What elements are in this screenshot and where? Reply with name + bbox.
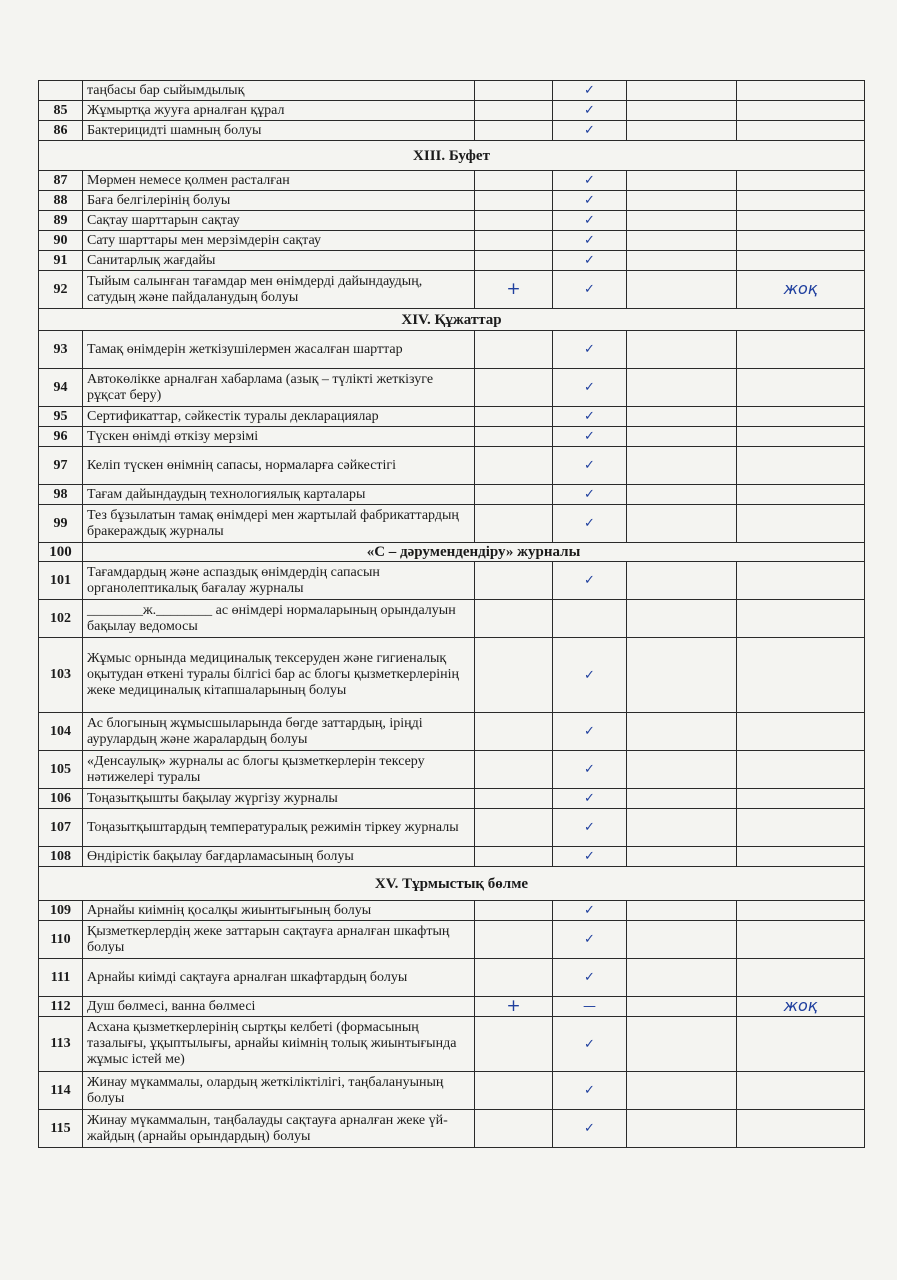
table-row	[39, 1110, 865, 1148]
result-cell-1	[475, 847, 553, 867]
requirement-text: Тез бұзылатын тамақ өнімдері мен жартылай фабрикаттардың бракераждық журналы	[83, 505, 475, 543]
row-number: 102	[39, 600, 83, 638]
result-cell-4	[737, 638, 865, 713]
check-mark: ✓	[584, 1083, 595, 1098]
table-row	[39, 847, 865, 867]
row-number: 110	[39, 921, 83, 959]
result-cell-1	[475, 369, 553, 407]
result-cell-4	[737, 485, 865, 505]
table-row	[39, 485, 865, 505]
result-cell-1	[475, 713, 553, 751]
result-cell-2	[553, 959, 627, 997]
row-number: 91	[39, 251, 83, 271]
result-cell-2	[553, 271, 627, 309]
row-number: 108	[39, 847, 83, 867]
table-row	[39, 101, 865, 121]
result-cell-2	[553, 997, 627, 1017]
section-header	[39, 141, 865, 171]
table-row	[39, 121, 865, 141]
result-cell-3	[627, 600, 737, 638]
result-cell-3	[627, 751, 737, 789]
result-cell-2	[553, 251, 627, 271]
check-mark: ✓	[584, 820, 595, 835]
check-mark: —	[583, 999, 596, 1014]
requirement-text: «Денсаулық» журналы ас блогы қызметкерлерін тексеру нәтижелері туралы	[83, 751, 475, 789]
result-cell-3	[627, 101, 737, 121]
result-cell-1	[475, 901, 553, 921]
row-number: 92	[39, 271, 83, 309]
requirement-text: Тағам дайындаудың технологиялық карталары	[83, 485, 475, 505]
result-cell-3	[627, 191, 737, 211]
row-number	[39, 81, 83, 101]
table-row	[39, 251, 865, 271]
row-number: 112	[39, 997, 83, 1017]
result-cell-3	[627, 485, 737, 505]
result-cell-4	[737, 562, 865, 600]
check-mark: ✓	[584, 123, 595, 138]
section-title: XIV. Құжаттар	[39, 309, 865, 331]
result-cell-4	[737, 1072, 865, 1110]
handwritten-note: жоқ	[783, 996, 818, 1015]
table-row	[39, 789, 865, 809]
result-cell-1	[475, 1110, 553, 1148]
requirement-text: Баға белгілерінің болуы	[83, 191, 475, 211]
result-cell-2	[553, 1110, 627, 1148]
result-cell-1	[475, 211, 553, 231]
requirement-text: Санитарлық жағдайы	[83, 251, 475, 271]
row-number: 93	[39, 331, 83, 369]
result-cell-2	[553, 171, 627, 191]
result-cell-4	[737, 369, 865, 407]
result-cell-1	[475, 485, 553, 505]
result-cell-2	[553, 485, 627, 505]
result-cell-1	[475, 959, 553, 997]
row-number: 95	[39, 407, 83, 427]
result-cell-3	[627, 121, 737, 141]
result-cell-4	[737, 121, 865, 141]
check-mark: ✓	[584, 932, 595, 947]
result-cell-2	[553, 407, 627, 427]
result-cell-2	[553, 211, 627, 231]
result-cell-1	[475, 809, 553, 847]
row-number: 109	[39, 901, 83, 921]
result-cell-3	[627, 505, 737, 543]
result-cell-4	[737, 1017, 865, 1072]
result-cell-3	[627, 231, 737, 251]
requirement-text: Бактерицидті шамның болуы	[83, 121, 475, 141]
result-cell-2	[553, 1072, 627, 1110]
row-number: 94	[39, 369, 83, 407]
inspection-checklist-table	[38, 80, 865, 1148]
table-row	[39, 809, 865, 847]
result-cell-4	[737, 407, 865, 427]
check-mark: ✓	[584, 409, 595, 424]
table-row	[39, 997, 865, 1017]
result-cell-1	[475, 271, 553, 309]
result-cell-1	[475, 251, 553, 271]
requirement-text: Сертификаттар, сәйкестік туралы декларациялар	[83, 407, 475, 427]
result-cell-4	[737, 997, 865, 1017]
check-mark: ✓	[584, 83, 595, 98]
check-mark: ✓	[584, 849, 595, 864]
table-row	[39, 751, 865, 789]
result-cell-4	[737, 847, 865, 867]
result-cell-2	[553, 921, 627, 959]
result-cell-2	[553, 121, 627, 141]
handwritten-note: жоқ	[783, 279, 818, 298]
section-title: XV. Тұрмыстық бөлме	[39, 867, 865, 901]
table-row	[39, 191, 865, 211]
result-cell-4	[737, 901, 865, 921]
row-number: 111	[39, 959, 83, 997]
result-cell-4	[737, 751, 865, 789]
result-cell-3	[627, 427, 737, 447]
row-number: 113	[39, 1017, 83, 1072]
result-cell-1	[475, 562, 553, 600]
result-cell-4	[737, 331, 865, 369]
row-number: 89	[39, 211, 83, 231]
table-row	[39, 959, 865, 997]
result-cell-1	[475, 997, 553, 1017]
result-cell-1	[475, 789, 553, 809]
requirement-text: Арнайы киімнің қосалқы жиынтығының болуы	[83, 901, 475, 921]
section-header	[39, 867, 865, 901]
section-header	[39, 309, 865, 331]
check-mark: ✓	[584, 791, 595, 806]
check-mark: ✓	[584, 193, 595, 208]
requirement-text: Келіп түскен өнімнің сапасы, нормаларға сәйкестігі	[83, 447, 475, 485]
result-cell-2	[553, 369, 627, 407]
result-cell-3	[627, 81, 737, 101]
row-number: 88	[39, 191, 83, 211]
result-cell-1	[475, 638, 553, 713]
result-cell-3	[627, 447, 737, 485]
result-cell-3	[627, 271, 737, 309]
result-cell-1	[475, 121, 553, 141]
result-cell-4	[737, 789, 865, 809]
result-cell-3	[627, 171, 737, 191]
table-row	[39, 407, 865, 427]
result-cell-2	[553, 901, 627, 921]
table-row	[39, 231, 865, 251]
requirement-text: Ас блогының жұмысшыларында бөгде заттардың, іріңді аурулардың және жаралардың болуы	[83, 713, 475, 751]
requirement-text: Тыйым салынған тағамдар мен өнімдерді дайындаудың, сатудың және пайдаланудың болуы	[83, 271, 475, 309]
requirement-text: ________ж.________ ас өнімдері нормаларының орындалуын бақылау ведомосы	[83, 600, 475, 638]
requirement-text: Жұмыс орнында медициналық тексеруден және гигиеналық оқытудан өткені туралы білгісі бар ас блогы қызметкерлерінің жеке медициналық кітапшаларының болуы	[83, 638, 475, 713]
requirement-text: Мөрмен немесе қолмен расталған	[83, 171, 475, 191]
result-cell-2	[553, 81, 627, 101]
result-cell-1	[475, 427, 553, 447]
requirement-text: Қызметкерлердің жеке заттарын сақтауға арналған шкафтың болуы	[83, 921, 475, 959]
result-cell-2	[553, 713, 627, 751]
result-cell-4	[737, 713, 865, 751]
row-number: 97	[39, 447, 83, 485]
result-cell-4	[737, 921, 865, 959]
row-number: 86	[39, 121, 83, 141]
requirement-text: Асхана қызметкерлерінің сыртқы келбеті (формасының тазалығы, ұқыптылығы, арнайы киімнің толық жиынтығында жұмыс істей ме)	[83, 1017, 475, 1072]
table-row	[39, 921, 865, 959]
requirement-text: Жинау мүкаммалын, таңбалауды сақтауға арналған жеке үй-жайдың (арнайы орындардың) болуы	[83, 1110, 475, 1148]
table-row	[39, 447, 865, 485]
table-row	[39, 271, 865, 309]
table-row	[39, 600, 865, 638]
check-mark: ✓	[584, 1036, 595, 1052]
result-cell-4	[737, 81, 865, 101]
result-cell-4	[737, 251, 865, 271]
result-cell-4	[737, 427, 865, 447]
result-cell-2	[553, 447, 627, 485]
row-number: 115	[39, 1110, 83, 1148]
result-cell-3	[627, 789, 737, 809]
result-cell-3	[627, 847, 737, 867]
result-cell-2	[553, 505, 627, 543]
requirement-text: Өндірістік бақылау бағдарламасының болуы	[83, 847, 475, 867]
table-row	[39, 369, 865, 407]
table-row	[39, 1072, 865, 1110]
result-cell-1	[475, 81, 553, 101]
requirement-text: Тоңазытқыштардың температуралық режимін тіркеу журналы	[83, 809, 475, 847]
result-cell-3	[627, 921, 737, 959]
row-number: 103	[39, 638, 83, 713]
result-cell-1	[475, 751, 553, 789]
result-cell-2	[553, 789, 627, 809]
result-cell-2	[553, 751, 627, 789]
result-cell-2	[553, 331, 627, 369]
row-number: 99	[39, 505, 83, 543]
table-row	[39, 638, 865, 713]
section-number: 100	[39, 543, 83, 562]
result-cell-3	[627, 407, 737, 427]
plus-mark: +	[506, 996, 521, 1016]
check-mark: ✓	[584, 724, 595, 739]
result-cell-1	[475, 447, 553, 485]
result-cell-4	[737, 447, 865, 485]
result-cell-2	[553, 600, 627, 638]
check-mark: ✓	[584, 342, 595, 357]
result-cell-3	[627, 809, 737, 847]
requirement-text: Жұмыртқа жууға арналған құрал	[83, 101, 475, 121]
section-title: XIII. Буфет	[39, 141, 865, 171]
row-number: 114	[39, 1072, 83, 1110]
result-cell-4	[737, 1110, 865, 1148]
table-row	[39, 171, 865, 191]
requirement-text: Тамақ өнімдерін жеткізушілермен жасалған шарттар	[83, 331, 475, 369]
check-mark: ✓	[584, 173, 595, 188]
result-cell-3	[627, 251, 737, 271]
result-cell-2	[553, 427, 627, 447]
check-mark: ✓	[584, 903, 595, 918]
result-cell-1	[475, 505, 553, 543]
table-row	[39, 1017, 865, 1072]
result-cell-2	[553, 101, 627, 121]
check-mark: ✓	[584, 487, 595, 502]
result-cell-1	[475, 191, 553, 211]
table-row	[39, 562, 865, 600]
result-cell-2	[553, 562, 627, 600]
check-mark: ✓	[584, 970, 595, 985]
result-cell-3	[627, 713, 737, 751]
result-cell-1	[475, 1072, 553, 1110]
result-cell-4	[737, 959, 865, 997]
result-cell-3	[627, 562, 737, 600]
check-mark: ✓	[584, 103, 595, 118]
result-cell-1	[475, 171, 553, 191]
check-mark: ✓	[584, 429, 595, 444]
result-cell-4	[737, 171, 865, 191]
result-cell-1	[475, 331, 553, 369]
result-cell-3	[627, 1110, 737, 1148]
row-number: 87	[39, 171, 83, 191]
result-cell-2	[553, 847, 627, 867]
row-number: 105	[39, 751, 83, 789]
row-number: 101	[39, 562, 83, 600]
result-cell-4	[737, 211, 865, 231]
check-mark: ✓	[584, 516, 595, 531]
table-row	[39, 505, 865, 543]
check-mark: ✓	[584, 573, 595, 588]
plus-mark: +	[506, 279, 521, 299]
result-cell-3	[627, 997, 737, 1017]
result-cell-3	[627, 1072, 737, 1110]
result-cell-4	[737, 505, 865, 543]
result-cell-4	[737, 271, 865, 309]
result-cell-2	[553, 638, 627, 713]
check-mark: ✓	[584, 458, 595, 473]
check-mark: ✓	[584, 1121, 595, 1136]
requirement-text: Душ бөлмесі, ванна бөлмесі	[83, 997, 475, 1017]
result-cell-1	[475, 407, 553, 427]
result-cell-1	[475, 600, 553, 638]
check-mark: ✓	[584, 762, 595, 777]
requirement-text: Арнайы киімді сақтауға арналған шкафтардың болуы	[83, 959, 475, 997]
row-number: 96	[39, 427, 83, 447]
result-cell-2	[553, 191, 627, 211]
table-row	[39, 331, 865, 369]
row-number: 85	[39, 101, 83, 121]
row-number: 98	[39, 485, 83, 505]
result-cell-1	[475, 101, 553, 121]
result-cell-4	[737, 101, 865, 121]
check-mark: ✓	[584, 213, 595, 228]
result-cell-3	[627, 369, 737, 407]
requirement-text: Автокөлікке арналған хабарлама (азық – түлікті жеткізуге рұқсат беру)	[83, 369, 475, 407]
section-title: «С – дәрумендендіру» журналы	[83, 543, 865, 562]
table-row	[39, 901, 865, 921]
row-number: 90	[39, 231, 83, 251]
result-cell-4	[737, 600, 865, 638]
table-row	[39, 81, 865, 101]
requirement-text: Сату шарттары мен мерзімдерін сақтау	[83, 231, 475, 251]
row-number: 106	[39, 789, 83, 809]
result-cell-4	[737, 191, 865, 211]
result-cell-2	[553, 1017, 627, 1072]
requirement-text: Сақтау шарттарын сақтау	[83, 211, 475, 231]
result-cell-1	[475, 231, 553, 251]
section-header	[39, 543, 865, 562]
row-number: 104	[39, 713, 83, 751]
check-mark: ✓	[584, 667, 595, 683]
table-row	[39, 713, 865, 751]
result-cell-3	[627, 331, 737, 369]
requirement-text: Жинау мүкаммалы, олардың жеткіліктілігі, таңбалануының болуы	[83, 1072, 475, 1110]
table-row	[39, 427, 865, 447]
check-mark: ✓	[584, 233, 595, 248]
check-mark: ✓	[584, 380, 595, 395]
requirement-text: Түскен өнімді өткізу мерзімі	[83, 427, 475, 447]
result-cell-3	[627, 1017, 737, 1072]
result-cell-3	[627, 901, 737, 921]
result-cell-2	[553, 231, 627, 251]
check-mark: ✓	[584, 282, 595, 297]
result-cell-3	[627, 959, 737, 997]
result-cell-1	[475, 1017, 553, 1072]
result-cell-3	[627, 638, 737, 713]
table-row	[39, 211, 865, 231]
requirement-text: Тағамдардың және аспаздық өнімдердің сапасын органолептикалық бағалау журналы	[83, 562, 475, 600]
result-cell-3	[627, 211, 737, 231]
requirement-text: Тоңазытқышты бақылау жүргізу журналы	[83, 789, 475, 809]
row-number: 107	[39, 809, 83, 847]
result-cell-2	[553, 809, 627, 847]
requirement-text: таңбасы бар сыйымдылық	[83, 81, 475, 101]
check-mark: ✓	[584, 253, 595, 268]
result-cell-4	[737, 809, 865, 847]
result-cell-4	[737, 231, 865, 251]
result-cell-1	[475, 921, 553, 959]
